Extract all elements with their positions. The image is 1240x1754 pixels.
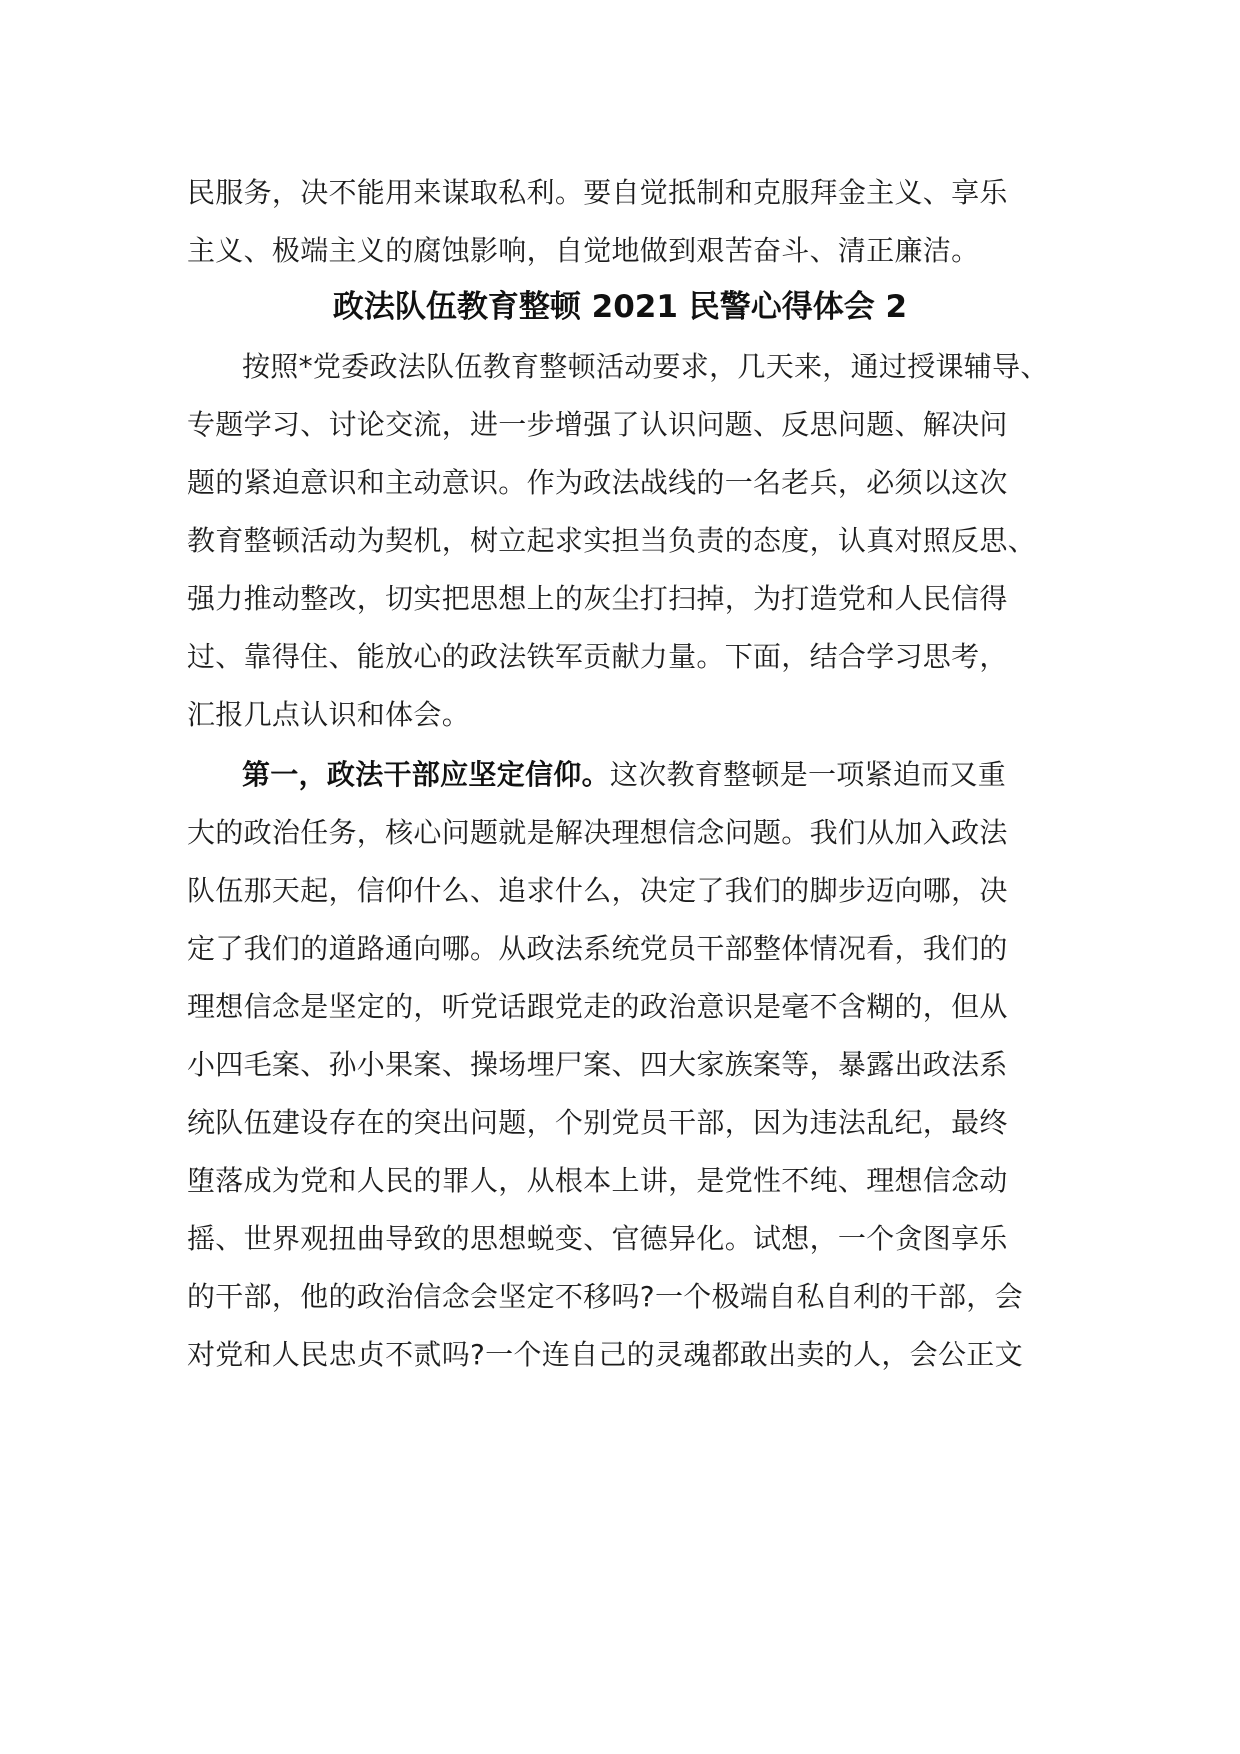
body-text-line: 主义、极端主义的腐蚀影响，自觉地做到艰苦奋斗、清正廉洁。 [187, 234, 980, 267]
body-text-line: 队伍那天起，信仰什么、追求什么，决定了我们的脚步迈向哪，决 [187, 874, 1008, 907]
body-text-line: 强力推动整改，切实把思想上的灰尘打扫掉，为打造党和人民信得 [187, 582, 1008, 615]
body-text-line: 定了我们的道路通向哪。从政法系统党员干部整体情况看，我们的 [187, 932, 1008, 965]
body-text-span: 这次教育整顿是一项紧迫而又重 [609, 758, 1007, 791]
body-text-line: 的干部，他的政治信念会坚定不移吗?一个极端自私自利的干部，会 [187, 1280, 1023, 1313]
paragraph-heading: 第一，政法干部应坚定信仰。 [242, 758, 610, 791]
body-text-line: 过、靠得住、能放心的政法铁军贡献力量。下面，结合学习思考， [187, 640, 1008, 673]
body-text-line: 堕落成为党和人民的罪人，从根本上讲，是党性不纯、理想信念动 [187, 1164, 1008, 1197]
paragraph-first-line [242, 757, 1006, 793]
body-text-line: 理想信念是坚定的，听党话跟党走的政治意识是毫不含糊的，但从 [187, 990, 1008, 1023]
body-text-line: 汇报几点认识和体会。 [187, 698, 471, 731]
body-text-line: 对党和人民忠贞不贰吗?一个连自己的灵魂都敢出卖的人，会公正文 [187, 1338, 1023, 1371]
body-text-line: 民服务，决不能用来谋取私利。要自觉抵制和克服拜金主义、享乐 [187, 176, 1008, 209]
body-text-line: 题的紧迫意识和主动意识。作为政法战线的一名老兵，必须以这次 [187, 466, 1008, 499]
body-text-line: 摇、世界观扭曲导致的思想蜕变、官德异化。试想，一个贪图享乐 [187, 1222, 1008, 1255]
body-text-line: 小四毛案、孙小果案、操场埋尸案、四大家族案等，暴露出政法系 [187, 1048, 1008, 1081]
body-text-line: 教育整顿活动为契机，树立起求实担当负责的态度，认真对照反思、 [187, 524, 1037, 557]
body-text-line: 按照*党委政法队伍教育整顿活动要求，几天来，通过授课辅导、 [242, 350, 1049, 383]
body-text-line: 专题学习、讨论交流，进一步增强了认识问题、反思问题、解决问 [187, 408, 1008, 441]
body-text-line: 大的政治任务，核心问题就是解决理想信念问题。我们从加入政法 [187, 816, 1008, 849]
body-text-line: 统队伍建设存在的突出问题，个别党员干部，因为违法乱纪，最终 [187, 1106, 1008, 1139]
section-title: 政法队伍教育整顿 2021 民警心得体会 2 [332, 289, 908, 325]
